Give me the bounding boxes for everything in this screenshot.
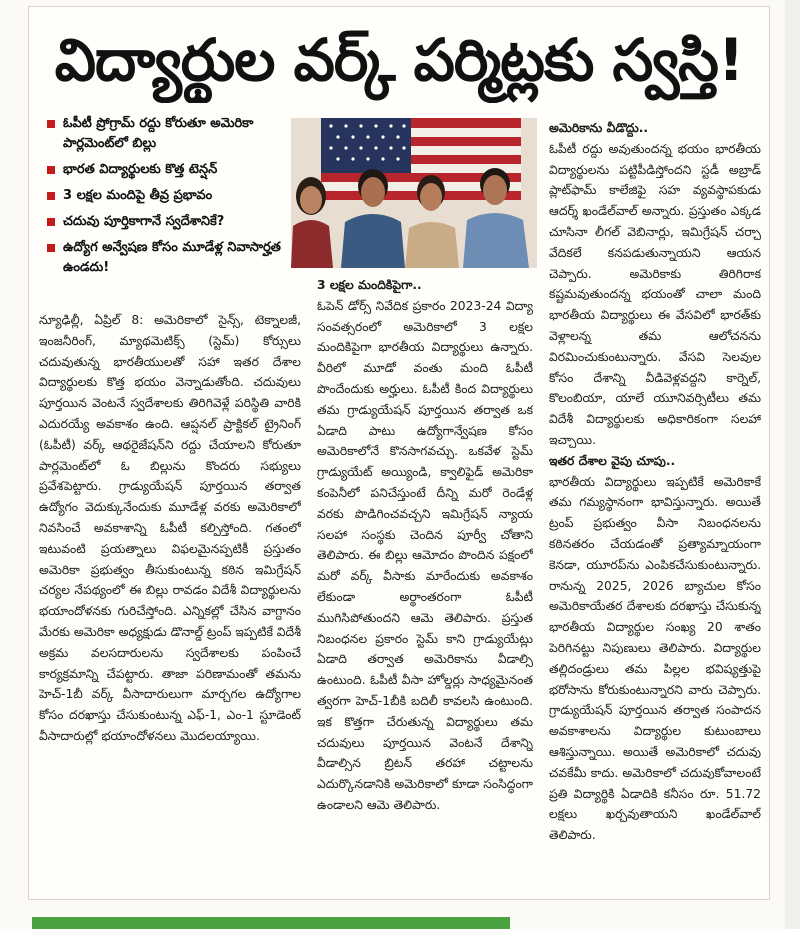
subheading: అమెరికాను వీడొద్దు.. <box>549 121 649 135</box>
column-1-text: న్యూఢిల్లీ, ఏప్రిల్ 8: అమెరికాలో సైన్స్, టెక్నాలజీ, ఇంజనీరింగ్, మ్యాథమెటిక్స్ (స్టెమ్) కోర్సులు చదువుతున్న భారతీయులతో సహా ఇతర దేశాల విద్యార్థులకు కొత్త భయం వెన్నాడుతోంది. చదువులు పూర్తయిన వెంటనే స్వదేశాలకు తిరిగివెళ్లే పరిస్థితి వారికి ఎదురయ్యే అవకాశం ఉంది. ఆప్షనల్ ప్రాక్టికల్ ట్రైనింగ్ (ఓపీటీ) వర్క్ ఆథరైజేషన్‌ని రద్దు చేయాలని కోరుతూ పార్లమెంట్‌లో ఓ బిల్లును కొందరు సభ్యులు ప్రవేశపెట్టారు. గ్రాడ్యుయేషన్ పూర్తయిన తర్వాత ఉద్యోగం వెదుక్కునేందుకు మూడేళ్ల వరకు అమెరికాలో నివసించే అవకాశాన్ని ఓపీటీ కల్పిస్తోంది. గతంలో ఇటువంటి ప్రయత్నాలు విఫలమైనప్పటికీ ప్రస్తుతం అమెరికా ప్రభుత్వం తీసుకుంటున్న కఠిన ఇమిగ్రేషన్ చర్యల నేపథ్యంలో ఈ బిల్లు రావడం విదేశీ విద్యార్థులను భయాందోళనకు గురిచేస్తోంది. ఎన్నికల్లో చేసిన వాగ్దానం మేరకు అమెరికా అధ్యక్షుడు డొనాల్డ్ ట్రంప్ ఇప్పటికే విదేశీ అక్రమ వలసదారులను స్వదేశాలకు పంపించే కార్యక్రమాన్ని చేపట్టారు. తాజా పరిణామంతో తమను హెచ్-1బీ వర్క్ వీసాదారులుగా మార్చగల ఉద్యోగాల కోసం దరఖాస్తు చేసుకుంటున్న ఎఫ్-1, ఎం-1 స్టూడెంట్ వీసాదారుల్లో భయాందోళనలు మొదలయ్యాయి. <box>39 313 301 743</box>
highlight-item: చదువు పూర్తికాగానే స్వదేశానికే? <box>47 212 295 232</box>
subheading: ఇతర దేశాల వైపు చూపు.. <box>549 453 676 468</box>
photo-illustration <box>291 118 537 268</box>
square-bullet-icon <box>47 244 55 252</box>
students-flag-photo <box>291 118 537 268</box>
square-bullet-icon <box>47 218 55 226</box>
highlight-item: ఉద్యోగ అన్వేషణ కోసం మూడేళ్ల నివాసార్హత ఉండదు! <box>47 238 295 278</box>
green-section-bar <box>32 917 510 929</box>
highlights-list <box>47 114 295 284</box>
article-column-2 <box>317 275 533 889</box>
square-bullet-icon <box>47 192 55 200</box>
headline: విద్యార్థుల వర్క్ పర్మిట్లకు స్వస్తి! <box>54 26 744 94</box>
adjacent-page-edge <box>785 0 800 929</box>
column-3-text-part-2: భారతీయ విద్యార్థులు ఇప్పటికే అమెరికాకే తమ గమ్యస్థానంగా భావిస్తున్నారు. అయితే ట్రంప్ ప్రభుత్వం వీసా నిబంధనలను కఠినతరం చేయడంతో ప్రత్యామ్నాయంగా కెనడా, యూరప్‌ను ఎంపికచేసుకుంటున్నారు. రానున్న 2025, 2026 బ్యాచుల కోసం అమెరికాయేతర దేశాలకు దరఖాస్తు చేసుకున్న భారతీయ విద్యార్థుల సంఖ్య 20 శాతం పెరిగినట్టు నిపుణులు తెలిపారు. విద్యార్థుల తల్లిదండ్రులు తమ పిల్లల భవిష్యత్తుపై భరోసాను కోరుకుంటున్నారని వారు చెప్పారు. గ్రాడ్యుయేషన్ పూర్తయిన తర్వాత సంపాదన అవకాశాలను విద్యార్థుల కుటుంబాలు ఆశిస్తున్నాయి. అయితే అమెరికాలో చదువు చవకేమీ కాదు. అమెరికాలో చదువుకోవాలంటే ప్రతి విద్యార్థికి ఏడాదికి కనీసం రూ. 51.72 లక్షలు ఖర్చవుతాయని ఖండేల్‌వాల్ తెలిపారు. <box>549 474 761 843</box>
newspaper-clipping <box>28 6 770 900</box>
column-2-text: ఓపెన్ డోర్స్ నివేదిక ప్రకారం 2023-24 విద్యా సంవత్సరంలో అమెరికాలో 3 లక్షల మందికిపైగా భారతీయ విద్యార్థులు ఉన్నారు. వీరిలో మూడో వంతు మంది ఓపీటీ పొందేందుకు అర్హులు. ఓపీటీ కింద విద్యార్థులు తమ గ్రాడ్యుయేషన్ పూర్తయిన తర్వాత ఒక ఏడాది పాటు ఉద్యోగాన్వేషణ కోసం అమెరికాలోనే కొనసాగవచ్చు. ఒకవేళ స్టెమ్ గ్రాడ్యుయేట్ అయ్యిండి, క్వాలిఫైడ్ అమెరికా కంపెనీలో పనిచేస్తుంటే దీన్ని మరో రెండేళ్ల వరకు పొడిగించవచ్చని ఇమిగ్రేషన్ న్యాయ సలహా సంస్థకు చెందిన పూర్వీ చోతాని తెలిపారు. ఈ బిల్లు ఆమోదం పొందిన పక్షంలో మరో వర్క్ వీసాకు మారేందుకు అవకాశం లేకుండా అర్థాంతరంగా ఓపీటీ ముగిసిపోతుందని ఆమె తెలిపారు. ప్రస్తుత నిబంధనల ప్రకారం స్టెమ్ కాని గ్రాడ్యుయేట్లు ఏడాది తర్వాత అమెరికాను వీడాల్సి ఉంటుంది. ఓపీటీ వీసా హోల్డర్లు సాధ్యమైనంత త్వరగా హెచ్-1బీకి బదిలీ కావలసి ఉంటుంది. ఇక కొత్తగా చేరుతున్న విద్యార్థులు తమ చదువులు పూర్తయిన వెంటనే దేశాన్ని వీడాల్సిన బ్రిటన్ తరహా చట్టాలను ఎదుర్కొనడానికి అమెరికాలో కూడా సంసిద్ధంగా ఉండాలని ఆమె తెలిపారు. <box>317 298 533 812</box>
highlight-item: 3 లక్షల మందిపై తీవ్ర ప్రభావం <box>47 186 295 206</box>
article-column-3 <box>549 118 761 889</box>
square-bullet-icon <box>47 120 55 128</box>
highlight-item: భారత విద్యార్థులకు కొత్త టెన్షన్ <box>47 160 295 180</box>
highlight-item: ఓపీటీ ప్రోగ్రామ్ రద్దు కోరుతూ అమెరికా పార్లమెంట్‌లో బిల్లు <box>47 114 295 154</box>
subheading: 3 లక్షల మందికిపైగా.. <box>317 278 422 292</box>
column-3-text-part-1: ఓపీటీ రద్దు అవుతుందన్న భయం భారతీయ విద్యార్థులను పట్టిపీడిస్తోందని స్టడీ అబ్రాడ్ ప్లాట్‌ఫామ్ కాలేజిఫై సహ వ్యవస్థాపకుడు ఆదర్శ్ ఖండేల్‌వాల్ అన్నారు. ప్రస్తుతం ఎక్కడ చూసినా లీగల్ వెబినార్లు, ఇమిగ్రేషన్ చర్చా వేదికలే కనపడుతున్నాయని ఆయన చెప్పారు. అమెరికాకు తిరిగిరాక కష్టమవుతుందన్న భయంతో చాలా మంది భారతీయ విద్యార్థులు ఈ వేసవిలో భారత్‌కు వెళ్లాలన్న తమ ఆలోచనను విరమించుకుంటున్నారు. వేసవి సెలవుల కోసం దేశాన్ని వీడివెళ్లవద్దని కార్నెల్, కొలంబియా, యాలే యూనివర్సిటీలు తమ విదేశీ విద్యార్థులకు అధికారికంగా సలహా ఇచ్చాయి. <box>549 141 761 447</box>
square-bullet-icon <box>47 166 55 174</box>
article-column-1 <box>39 310 301 890</box>
